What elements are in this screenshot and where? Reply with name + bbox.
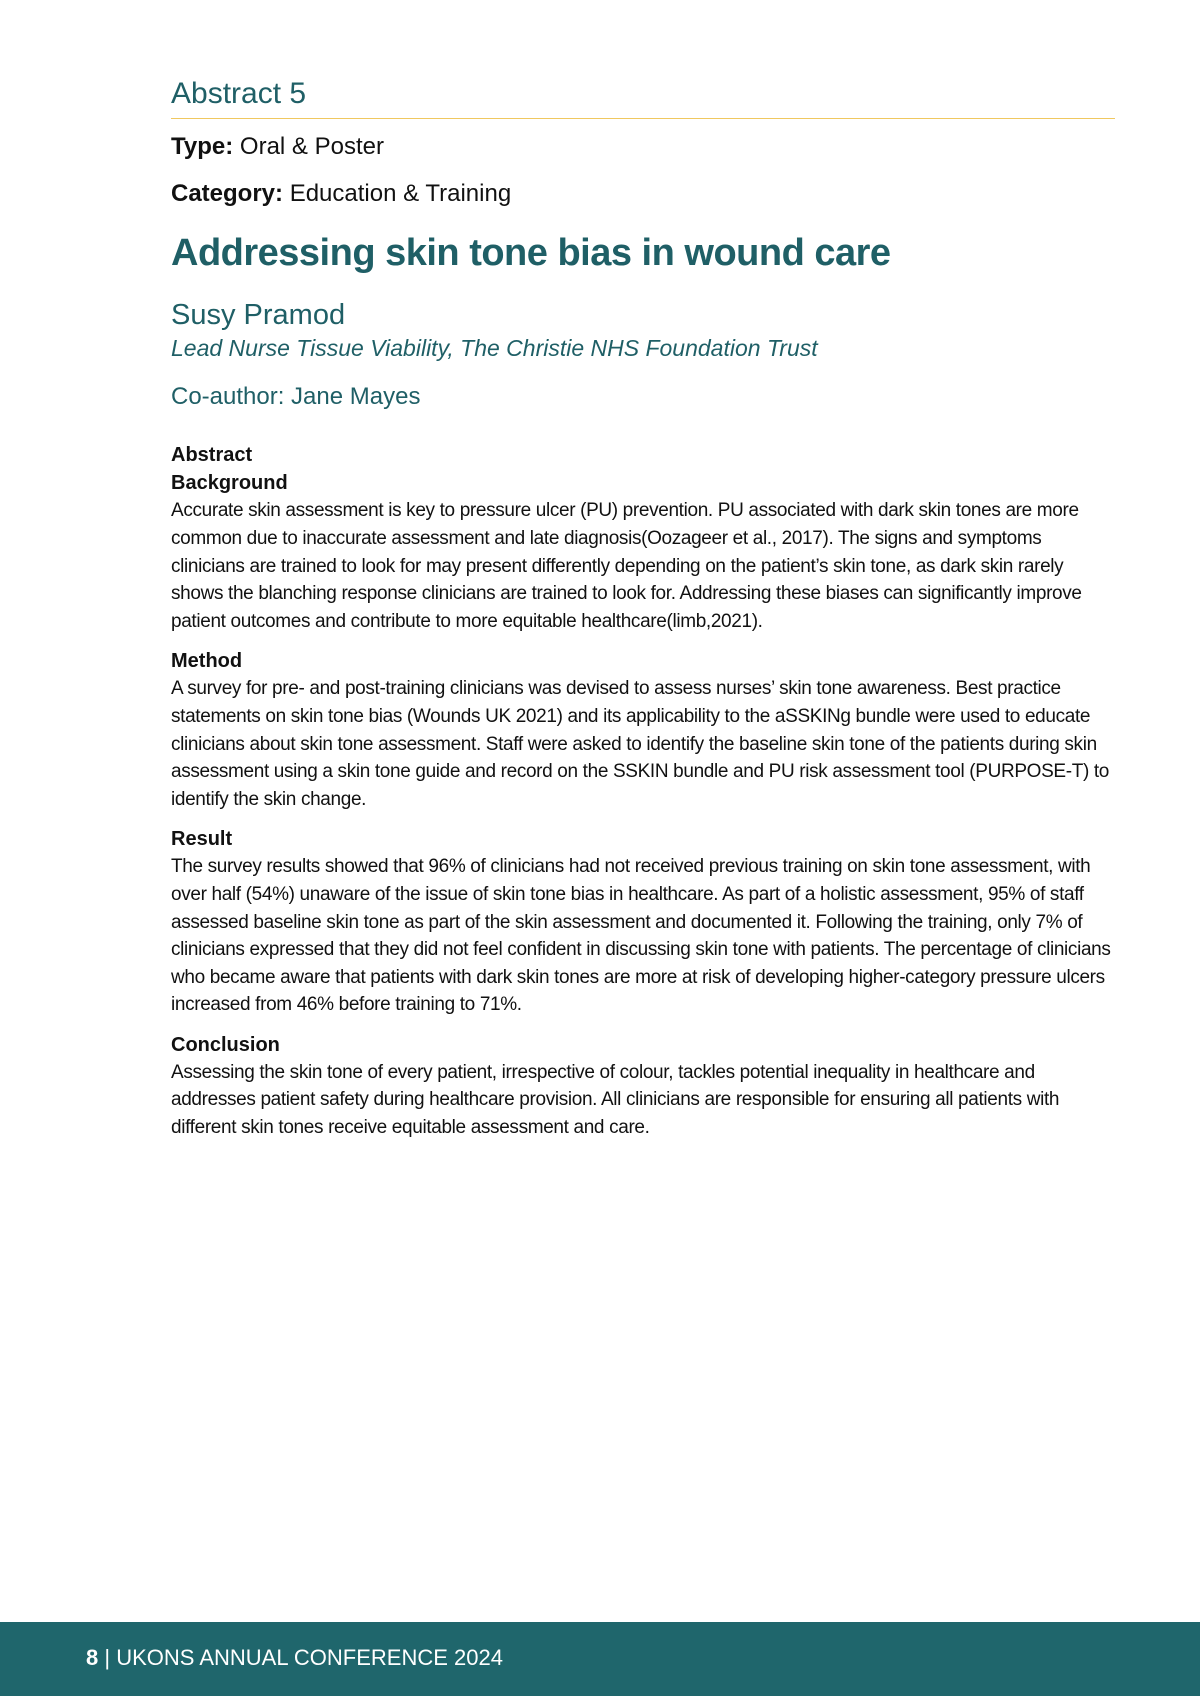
coauthor: Co-author: Jane Mayes xyxy=(171,382,421,410)
article-title: Addressing skin tone bias in wound care xyxy=(171,231,891,274)
section-heading: Conclusion xyxy=(171,1033,280,1056)
abstract-number: Abstract 5 xyxy=(171,76,1115,119)
category-value: Education & Training xyxy=(283,179,512,207)
section-background xyxy=(171,469,1115,635)
section-heading: Method xyxy=(171,650,243,673)
section-heading: Result xyxy=(171,828,233,851)
section-body: Accurate skin assessment is key to pressure ulcer (PU) prevention. PU associated with dark skin tones are more common due to inaccurate assessment and late diagnosis(Oozageer et al., 2017). The signs and symptoms clinicians are trained to look for may present differently depending on the patient’s skin tone, as dark skin rarely shows the blanching response clinicians are trained to look for. Addressing these biases can significantly improve patient outcomes and contribute to more equitable healthcare(limb,2021). xyxy=(171,500,1082,632)
type-value: Oral & Poster xyxy=(233,133,384,160)
section-conclusion xyxy=(171,1031,1115,1142)
category-label: Category: xyxy=(171,179,284,207)
abstract-page-content xyxy=(171,76,1115,1142)
section-result xyxy=(171,825,1115,1019)
section-body: A survey for pre- and post-training clinicians was devised to assess nurses’ skin tone awareness. Best practice statements on skin tone bias (Wounds UK 2021) and its applicability to the aSSKINg bundle were used to educate clinicians about skin tone assessment. Staff were asked to identify the baseline skin tone of the patients during skin assessment using a skin tone guide and record on the SSKIN bundle and PU risk assessment tool (PURPOSE-T) to identify the skin change. xyxy=(171,678,1110,810)
section-body: Assessing the skin tone of every patient, irrespective of colour, tackles potential inequality in healthcare and addresses patient safety during healthcare provision. All clinicians are responsible for ensuring all patients with different skin tones receive equitable assessment and care. xyxy=(171,1061,1060,1139)
type-label: Type: xyxy=(171,133,234,160)
section-heading: Background xyxy=(171,472,288,495)
category-line xyxy=(171,180,1115,209)
footer-separator: | xyxy=(98,1645,117,1670)
footer-text xyxy=(86,1645,503,1671)
type-line xyxy=(171,133,1115,162)
footer-page-number: 8 xyxy=(86,1645,99,1670)
footer-conference: UKONS ANNUAL CONFERENCE 2024 xyxy=(116,1645,503,1670)
page-footer xyxy=(0,1622,1200,1696)
author-affiliation: Lead Nurse Tissue Viability, The Christie NHS Foundation Trust xyxy=(171,334,818,361)
section-method xyxy=(171,647,1115,813)
section-body: The survey results showed that 96% of clinicians had not received previous training on skin tone assessment, with over half (54%) unaware of the issue of skin tone bias in healthcare. As part of a holistic assessment, 95% of staff assessed baseline skin tone as part of the skin assessment and documented it. Following the training, only 7% of clinicians expressed that they did not feel confident in discussing skin tone with patients. The percentage of clinicians who became aware that patients with dark skin tones are more at risk of developing higher-category pressure ulcers increased from 46% before training to 71%. xyxy=(171,856,1111,1016)
abstract-label: Abstract xyxy=(171,444,253,467)
author-name: Susy Pramod xyxy=(171,299,346,332)
